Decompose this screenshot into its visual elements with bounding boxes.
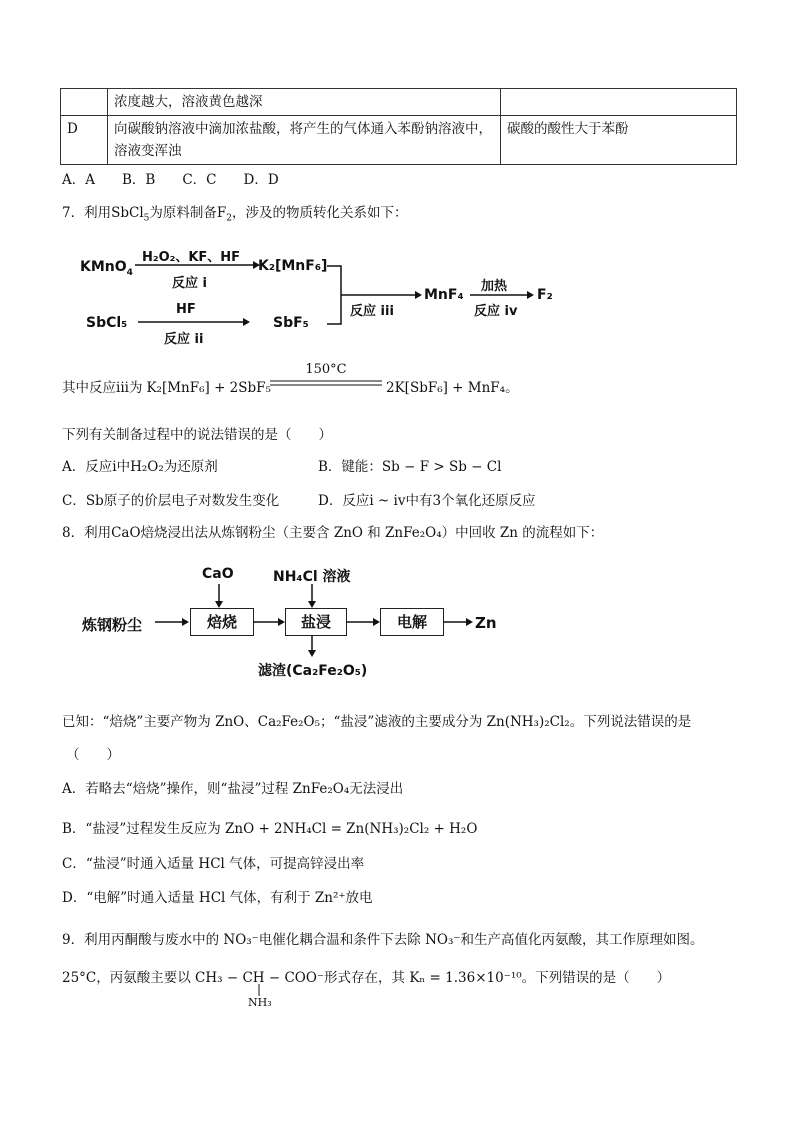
arrow-cao (214, 584, 224, 608)
q9-stem: 9．利用丙酮酸与废水中的 NO₃⁻电催化耦合温和条件下去除 NO₃⁻和生产高值化丙氨酸，其工作原理如图。 (62, 932, 704, 948)
q7-reaction: 其中反应iii为 K₂[MnF₆] + 2SbF₅ (62, 380, 271, 396)
q7-option-c: C．Sb原子的价层电子对数发生变化 (62, 493, 280, 509)
q7-option-b: B．键能：Sb − F > Sb − Cl (318, 459, 502, 475)
arrow-electro (443, 617, 473, 627)
dust-label: 炼钢粉尘 (82, 616, 143, 634)
q8-option-c: C．“盐浸”时通入适量 HCl 气体，可提高锌浸出率 (62, 856, 365, 872)
arrow-dust (155, 617, 189, 627)
label-iv: 反应 iv (474, 304, 518, 319)
arrow-leach (346, 617, 380, 627)
q8-known-bracket: （ ） (66, 747, 120, 763)
q9-stem-line2: 25°C，丙氨酸主要以 CH₃ − CH − COO⁻形式存在，其 Kₙ = 1.36×10⁻¹⁰。下列错误的是（ ） (62, 970, 671, 986)
arrow-ii (138, 317, 250, 327)
table-cell-experiment: 向碳酸钠溶液中滴加浓盐酸，将产生的气体通入苯酚钠溶液中， 溶液变浑浊 (108, 116, 501, 165)
table-cell-conclusion: 碳酸的酸性大于苯酚 (501, 116, 737, 165)
equals-sign (270, 380, 382, 386)
zn-label: Zn (475, 614, 497, 632)
reagent-ii: HF (176, 302, 196, 317)
reagent-i: H₂O₂、KF、HF (142, 250, 241, 265)
table-cell-label (61, 89, 108, 116)
q8-stem: 8．利用CaO焙烧浸出法从炼钢粉尘（主要含 ZnO 和 ZnFe₂O₄）中回收 Zn 的流程如下： (62, 525, 604, 541)
label-iii: 反应 iii (350, 304, 394, 319)
leach-box: 盐浸 (285, 608, 347, 636)
nh4cl-label: NH₄Cl 溶液 (273, 569, 351, 585)
q8-option-d: D．“电解”时通入适量 HCl 气体，有利于 Zn²⁺放电 (62, 890, 373, 906)
bond-line (255, 984, 263, 996)
table-cell-conclusion (501, 89, 737, 116)
kmno4-label: KMnO$_4$ (80, 259, 133, 278)
q7-stem: 7．利用SbCl$_5$为原料制备$F_2$，涉及的物质转化关系如下： (62, 205, 408, 224)
reagent-iv: 加热 (481, 279, 508, 294)
q7-option-d: D．反应i ~ iv中有3个氧化还原反应 (318, 493, 536, 509)
arrow-iv (470, 290, 534, 300)
nh3-group: NH₃ (248, 996, 272, 1009)
roast-box: 焙烧 (190, 608, 254, 636)
arrow-residue (307, 635, 317, 657)
sbcl5-label: SbCl₅ (86, 315, 128, 331)
q8-option-b: B．“盐浸”过程发生反应为 ZnO + 2NH₄Cl = Zn(NH₃)₂Cl₂ + H₂O (62, 821, 478, 837)
arrow-nh4cl (307, 584, 317, 608)
table-cell-label: D (61, 116, 108, 165)
arrow-i (135, 260, 260, 270)
sbf5-label: SbF₅ (273, 315, 309, 331)
q8-option-a: A．若略去“焙烧”操作，则“盐浸”过程 ZnFe₂O₄无法浸出 (62, 781, 404, 797)
k2mnf6-label: K₂[MnF₆] (258, 258, 328, 274)
table-cell-experiment: 浓度越大，溶液黄色越深 (108, 89, 501, 116)
label-i: 反应 i (172, 276, 207, 291)
electrolysis-box: 电解 (380, 608, 444, 636)
mnf4-label: MnF₄ (424, 287, 464, 303)
cao-label: CaO (202, 566, 234, 582)
table-row (61, 116, 737, 165)
arrow-roast (253, 617, 285, 627)
q7-question: 下列有关制备过程中的说法错误的是（ ） (62, 427, 332, 443)
reaction-condition: 150°C (305, 362, 347, 377)
label-ii: 反应 ii (164, 332, 204, 347)
f2-label: F₂ (537, 287, 553, 303)
residue-label: 滤渣(Ca₂Fe₂O₅) (258, 663, 368, 679)
q6-options: A．A B．B C．C D．D (62, 172, 279, 188)
reaction-products: 2K[SbF₆] + MnF₄。 (386, 380, 519, 396)
answer-table (60, 88, 737, 165)
table-row (61, 89, 737, 116)
q7-option-a: A．反应i中H₂O₂为还原剂 (62, 459, 218, 475)
q8-known: 已知：“焙烧”主要产物为 ZnO、Ca₂Fe₂O₅；“盐浸”滤液的主要成分为 Zn(NH₃)₂Cl₂。下列说法错误的是 (62, 714, 692, 730)
